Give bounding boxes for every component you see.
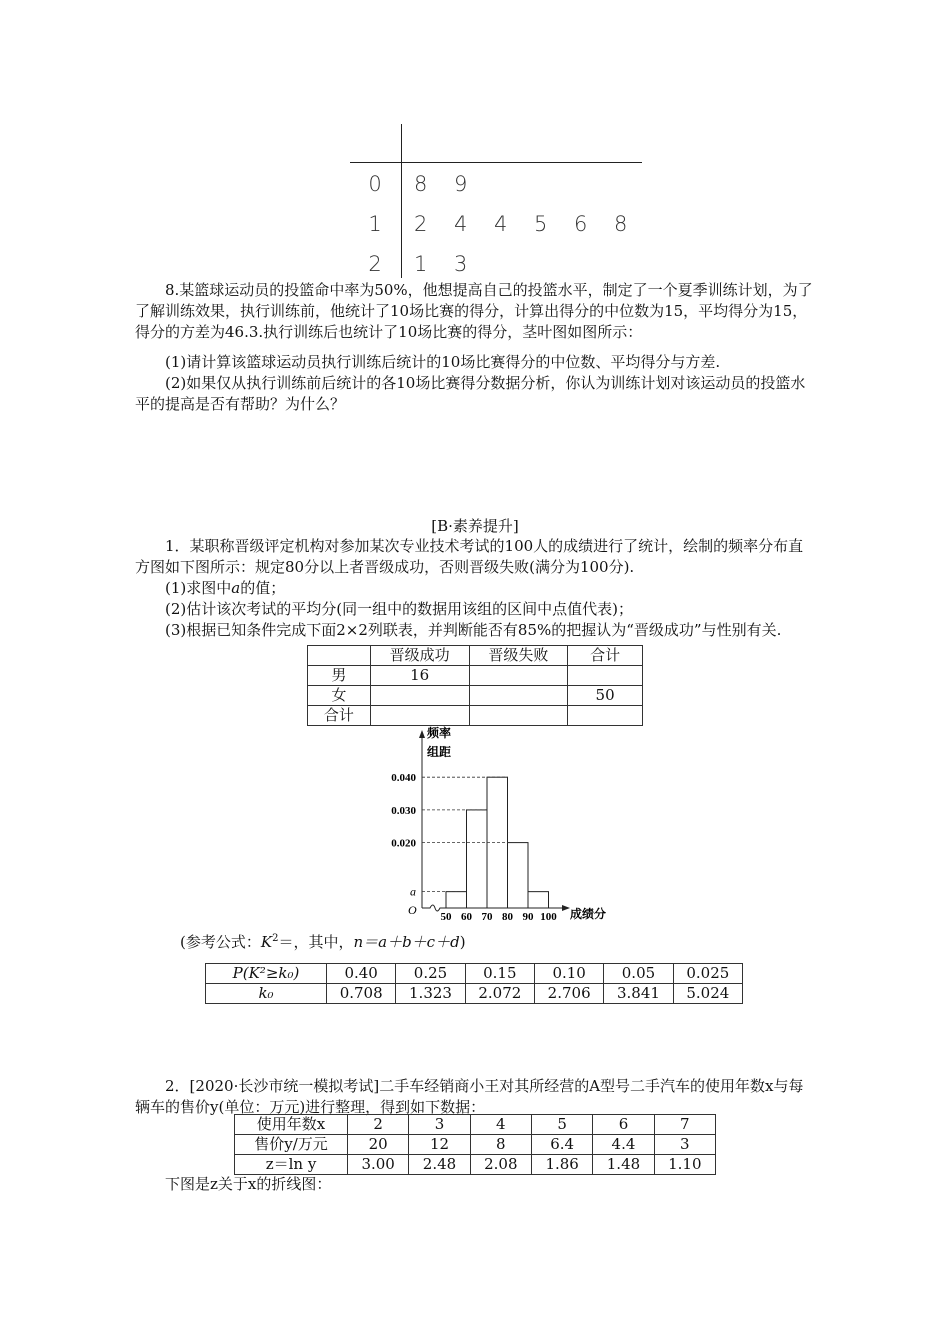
formula-mid: ＝，其中， (278, 933, 354, 951)
contingency-table (307, 645, 643, 726)
table-cell: 3 (654, 1135, 715, 1155)
stem: 1 (368, 212, 382, 236)
origin-label: O (408, 903, 417, 917)
table-cell: 2.072 (465, 984, 534, 1004)
table-cell: 1.48 (593, 1155, 654, 1175)
table-cell: 5 (531, 1115, 592, 1135)
table-cell (469, 666, 568, 686)
car-price-table (234, 1114, 716, 1175)
table-cell: 售价y/万元 (235, 1135, 348, 1155)
table-row (206, 984, 743, 1004)
critical-value-table (205, 963, 743, 1004)
table-cell: 1.323 (396, 984, 465, 1004)
table-cell: 4.4 (593, 1135, 654, 1155)
table-row (308, 666, 643, 686)
stem-leaf-horizontal-line (350, 162, 642, 163)
table-cell (370, 686, 469, 706)
table-cell: 0.15 (465, 964, 534, 984)
table-cell: 使用年数x (235, 1115, 348, 1135)
table-cell (308, 646, 371, 666)
y-tick-label: 0.040 (391, 772, 416, 785)
formula-n: n＝a＋b＋c＋d (353, 933, 460, 951)
x-tick-label: 60 (461, 911, 472, 923)
table-cell (568, 666, 643, 686)
table-cell: 0.025 (673, 964, 742, 984)
stem: 0 (368, 172, 382, 196)
problem1-question3: (3)根据已知条件完成下面2×2列联表，并判断能否有85%的把握认为“晋级成功”与性别有关. (165, 621, 782, 639)
y-axis-arrow (419, 730, 425, 738)
table-cell: 6.4 (531, 1135, 592, 1155)
table-cell: 2.706 (534, 984, 603, 1004)
stem-leaf-row (362, 244, 468, 284)
y-label-top: 频率 (427, 726, 452, 740)
table-cell: 0.40 (327, 964, 396, 984)
table-cell: 晋级成功 (370, 646, 469, 666)
x-tick-label: 100 (540, 911, 557, 923)
table-cell: 1.86 (531, 1155, 592, 1175)
q1-text-pre: (1)求图中 (165, 579, 232, 597)
table-cell: 0.708 (327, 984, 396, 1004)
table-row (308, 646, 643, 666)
problem1-question1 (135, 578, 815, 599)
x-tick-label: 90 (522, 911, 534, 923)
problem2-statement: 2．[2020·长沙市统一模拟考试]二手车经销商小王对其所经营的A型号二手汽车的使用年数x与每辆车的售价y(单位：万元)进行整理，得到如下数据： (135, 1077, 804, 1116)
table-row (235, 1115, 716, 1135)
formula-k: K (260, 933, 273, 951)
table-cell: 2.08 (470, 1155, 531, 1175)
table-cell: 合计 (568, 646, 643, 666)
table-row (235, 1155, 716, 1175)
histogram-bar (528, 892, 549, 908)
histogram-bar (508, 843, 529, 908)
frequency-histogram (370, 722, 620, 924)
leaf: 9 (454, 172, 468, 196)
leaf: 4 (454, 212, 468, 236)
table-cell: 20 (348, 1135, 409, 1155)
y-label-bottom: 组距 (427, 745, 452, 759)
table-cell: 3.841 (604, 984, 673, 1004)
histogram-bar (446, 892, 467, 908)
leaf: 8 (414, 172, 428, 196)
leaf: 2 (414, 212, 428, 236)
table-cell: 女 (308, 686, 371, 706)
table-cell: 7 (654, 1115, 715, 1135)
q1-text-post: 的值； (240, 579, 286, 597)
table-cell: 6 (593, 1115, 654, 1135)
x-axis-arrow (562, 905, 570, 911)
table-cell: 4 (470, 1115, 531, 1135)
table-cell (469, 686, 568, 706)
x-tick-label: 80 (502, 911, 513, 923)
table-cell: 8 (470, 1135, 531, 1155)
table-cell: 2.48 (409, 1155, 470, 1175)
table-row (235, 1135, 716, 1155)
leaf: 6 (574, 212, 588, 236)
reference-formula (180, 928, 780, 953)
leaf: 3 (454, 252, 468, 276)
table-cell: 男 (308, 666, 371, 686)
table-cell: 50 (568, 686, 643, 706)
stem-leaf-vertical-line (401, 124, 402, 278)
table-cell: P(K²≥k₀) (206, 964, 327, 984)
table-cell: 2 (348, 1115, 409, 1135)
table-row (308, 686, 643, 706)
formula-post: ) (459, 933, 466, 951)
table-cell: 0.25 (396, 964, 465, 984)
y-tick-label: 0.030 (391, 804, 416, 817)
table-cell: 1.10 (654, 1155, 715, 1175)
x-axis-label: 成绩分 (570, 907, 607, 921)
table-cell: 12 (409, 1135, 470, 1155)
leaf: 8 (614, 212, 628, 236)
formula-sup: 2 (272, 933, 279, 944)
table-row (206, 964, 743, 984)
leaf: 4 (494, 212, 508, 236)
table-cell: k₀ (206, 984, 327, 1004)
x-tick-label: 70 (481, 911, 493, 923)
q1-variable: a (231, 579, 241, 597)
leaf: 1 (414, 252, 428, 276)
stem: 2 (368, 252, 382, 276)
problem8-question2: (2)如果仅从执行训练前后统计的各10场比赛得分数据分析，你认为训练计划对该运动员的投篮水平的提高是否有帮助？为什么？ (135, 374, 806, 413)
problem1-statement: 1．某职称晋级评定机构对参加某次专业技术考试的100人的成绩进行了统计，绘制的频率分布直方图如下图所示：规定80分以上者晋级成功，否则晋级失败(满分为100分). (135, 537, 804, 576)
stem-leaf-row (362, 164, 468, 204)
table-cell: 5.024 (673, 984, 742, 1004)
table-cell: 合计 (308, 706, 371, 726)
problem2-followup: 下图是z关于x的折线图： (165, 1175, 332, 1193)
stem-leaf-row (362, 204, 628, 244)
table-cell: 0.10 (534, 964, 603, 984)
histogram-bar (467, 810, 488, 908)
table-cell: z＝ln y (235, 1155, 348, 1175)
leaf: 5 (534, 212, 548, 236)
problem1-question2: (2)估计该次考试的平均分(同一组中的数据用该组的区间中点值代表)； (165, 600, 633, 618)
table-cell: 晋级失败 (469, 646, 568, 666)
table-cell: 16 (370, 666, 469, 686)
section-title: [B·素养提升] (431, 517, 519, 535)
problem8-question1: (1)请计算该篮球运动员执行训练后统计的10场比赛得分的中位数、平均得分与方差. (165, 353, 721, 371)
table-cell: 3.00 (348, 1155, 409, 1175)
table-cell: 3 (409, 1115, 470, 1135)
y-tick-label: 0.020 (391, 837, 416, 850)
y-tick-label: a (410, 884, 416, 899)
problem8-statement: 8.某篮球运动员的投篮命中率为50%，他想提高自己的投篮水平，制定了一个夏季训练计划，为了了解训练效果，执行训练前，他统计了10场比赛的得分，计算出得分的中位数为15，平均得分为15，得分的方差为46.3.执行训练后也统计了10场比赛的得分，茎叶图如图所示： (135, 281, 813, 341)
table-cell: 0.05 (604, 964, 673, 984)
formula-pre: (参考公式： (180, 933, 261, 951)
x-tick-label: 50 (440, 911, 452, 923)
